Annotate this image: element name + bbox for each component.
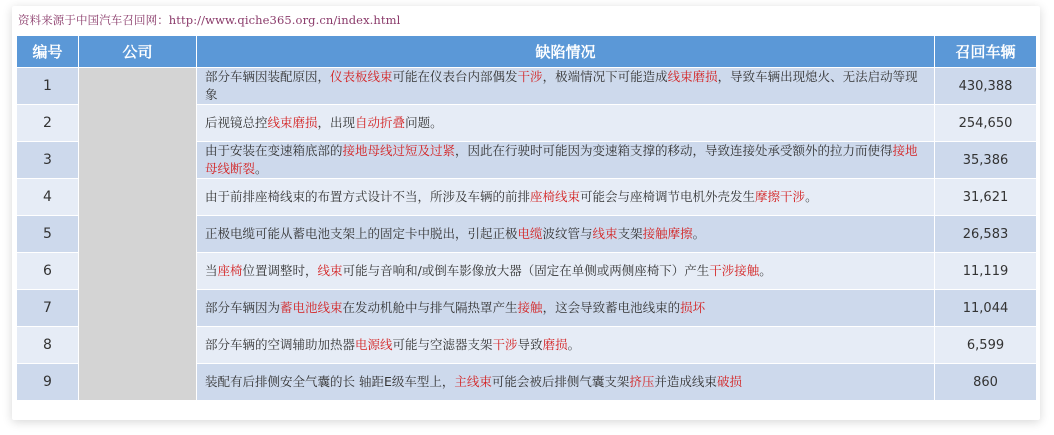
- recall-count: 254,650: [935, 105, 1037, 142]
- defect-text: 装配有后排侧安全气囊的长 轴距E级车型上，: [205, 374, 455, 389]
- highlighted-term: 接地母线断裂: [205, 143, 918, 176]
- defect-text: 部分车辆因装配原因，: [205, 69, 331, 84]
- defect-text: 导致: [517, 337, 543, 352]
- defect-text: 后视镜总控: [205, 115, 268, 130]
- defect-description: [197, 216, 935, 253]
- header-no: 编号: [17, 36, 79, 68]
- defect-description: [197, 68, 935, 105]
- defect-description: [197, 327, 935, 364]
- defect-text: 支架: [617, 226, 643, 241]
- defect-description: [197, 105, 935, 142]
- defect-text: ，因此在行驶时可能因为变速箱支撑的移动，导致连接处承受额外的拉力而使得: [455, 143, 893, 158]
- highlighted-term: 座椅线束: [530, 189, 581, 204]
- defect-text: ，这会导致蓄电池线束的: [542, 300, 681, 315]
- defect-description: [197, 364, 935, 401]
- defect-text: ，导致车辆出现熄火、无法启动等现象: [205, 69, 918, 102]
- defect-text: 当: [205, 263, 218, 278]
- highlighted-term: 自动折叠: [355, 115, 406, 130]
- highlighted-term: 线束: [317, 263, 343, 278]
- row-number: 2: [17, 105, 79, 142]
- defect-text: 。: [759, 263, 772, 278]
- recall-count: 6,599: [935, 327, 1037, 364]
- highlighted-term: 接地母线过短及过紧: [342, 143, 456, 158]
- row-number: 4: [17, 179, 79, 216]
- defect-text: 波纹管与: [542, 226, 593, 241]
- recall-count: 430,388: [935, 68, 1037, 105]
- table-row: [17, 68, 1037, 105]
- defect-text: ，出现: [317, 115, 356, 130]
- highlighted-term: 破损: [716, 374, 742, 389]
- highlighted-term: 干涉接触: [709, 263, 760, 278]
- row-number: 8: [17, 327, 79, 364]
- row-number: 1: [17, 68, 79, 105]
- defect-text: 位置调整时，: [242, 263, 318, 278]
- highlighted-term: 线束: [592, 226, 618, 241]
- highlighted-term: 干涉: [492, 337, 518, 352]
- highlighted-term: 线束磨损: [267, 115, 318, 130]
- highlighted-term: 损坏: [680, 300, 706, 315]
- recall-count: 860: [935, 364, 1037, 401]
- row-number: 7: [17, 290, 79, 327]
- highlighted-term: 挤压: [629, 374, 655, 389]
- defect-text: 并造成线束: [654, 374, 717, 389]
- row-number: 6: [17, 253, 79, 290]
- defect-text: 。: [805, 189, 818, 204]
- highlighted-term: 接触: [517, 300, 543, 315]
- highlighted-term: 线束磨损: [667, 69, 718, 84]
- defect-text: 由于安装在变速箱底部的: [205, 143, 343, 158]
- source-note: 资料来源于中国汽车召回网：http://www.qiche365.org.cn/index.html: [18, 13, 401, 27]
- highlighted-term: 摩擦干涉: [755, 189, 806, 204]
- recall-table: [16, 35, 1037, 401]
- highlighted-term: 磨损: [542, 337, 568, 352]
- defect-description: [197, 142, 935, 179]
- company-cell: [79, 68, 197, 401]
- defect-text: 问题。: [405, 115, 443, 130]
- defect-text: 可能会与座椅调节电机外壳发生: [580, 189, 756, 204]
- highlighted-term: 蓄电池线束: [280, 300, 343, 315]
- highlighted-term: 干涉: [517, 69, 543, 84]
- defect-text: 。: [692, 226, 706, 241]
- row-number: 5: [17, 216, 79, 253]
- defect-text: 可能与空滤器支架: [392, 337, 493, 352]
- defect-text: 可能在仪表台内部偶发: [392, 69, 518, 84]
- row-number: 3: [17, 142, 79, 179]
- defect-description: [197, 290, 935, 327]
- defect-text: 可能会被后排侧气囊支架: [491, 374, 630, 389]
- header-company: 公司: [79, 36, 197, 68]
- defect-text: 可能与音响和/或倒车影像放大器（固定在单侧或两侧座椅下）产生: [342, 263, 710, 278]
- highlighted-term: 电源线: [355, 337, 393, 352]
- table-body: [17, 68, 1037, 401]
- recall-count: 11,119: [935, 253, 1037, 290]
- defect-text: 部分车辆因为: [205, 300, 281, 315]
- defect-description: [197, 253, 935, 290]
- recall-count: 31,621: [935, 179, 1037, 216]
- defect-text: 由于前排座椅线束的布置方式设计不当，所涉及车辆的前排: [205, 189, 531, 204]
- defect-description: [197, 179, 935, 216]
- defect-text: 在发动机舱中与排气隔热罩产生: [342, 300, 518, 315]
- highlighted-term: 电缆: [517, 226, 543, 241]
- row-number: 9: [17, 364, 79, 401]
- defect-text: 部分车辆的空调辅助加热器: [205, 337, 356, 352]
- header-defect: 缺陷情况: [197, 36, 935, 68]
- defect-text: 正极电缆可能从蓄电池支架上的固定卡中脱出，引起正极: [205, 226, 518, 241]
- highlighted-term: 主线束: [454, 374, 492, 389]
- highlighted-term: 座椅: [217, 263, 243, 278]
- defect-text: ，极端情况下可能造成: [542, 69, 668, 84]
- header-recalls: 召回车辆: [935, 36, 1037, 68]
- defect-text: 。: [255, 161, 268, 176]
- recall-count: 11,044: [935, 290, 1037, 327]
- highlighted-term: 仪表板线束: [330, 69, 393, 84]
- recall-count: 35,386: [935, 142, 1037, 179]
- recall-count: 26,583: [935, 216, 1037, 253]
- highlighted-term: 接触摩擦: [642, 226, 693, 241]
- table-header-row: [17, 36, 1037, 68]
- defect-text: 。: [567, 337, 581, 352]
